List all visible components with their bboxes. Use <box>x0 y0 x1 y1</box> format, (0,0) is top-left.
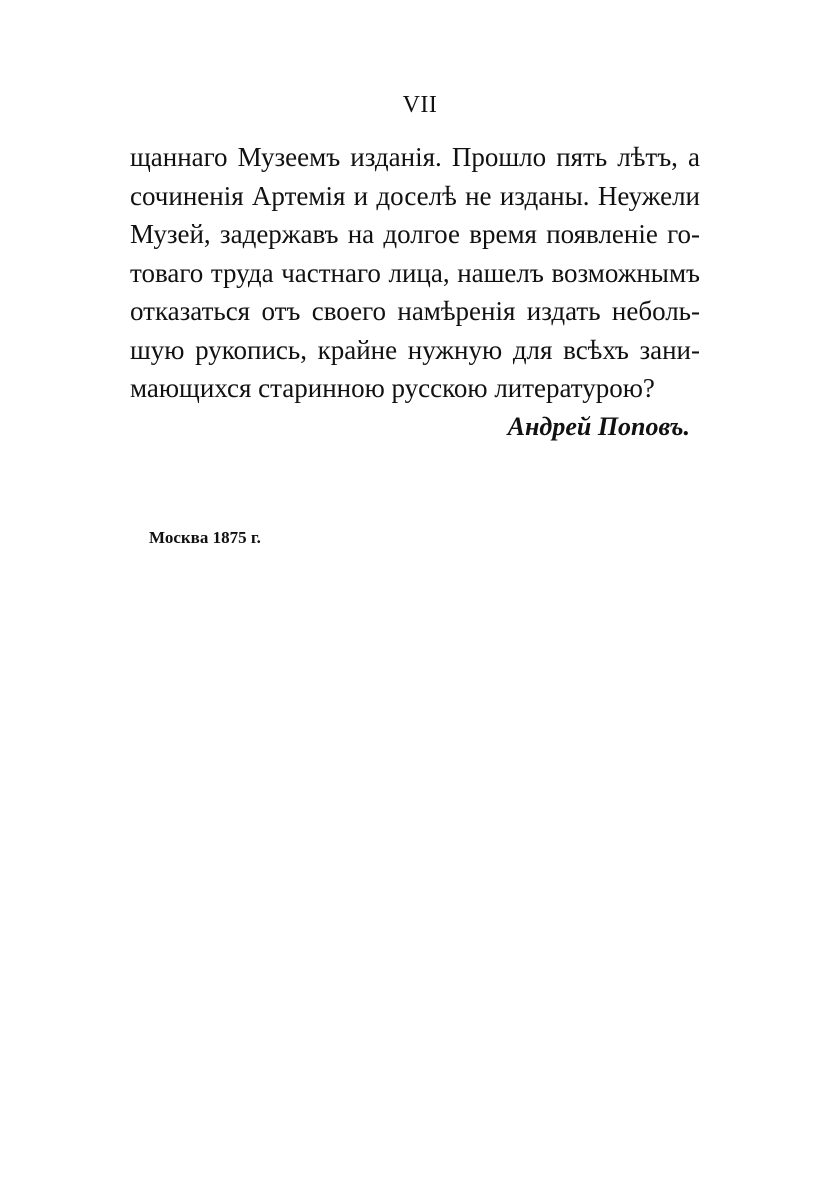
text-line: щаннаго Музеемъ изданія. Прошло пять лѣтъ, а <box>130 142 700 172</box>
text-line: сочиненія Артемія и доселѣ не изданы. Неужели <box>130 180 700 211</box>
text-line: шую рукопись, крайне нужную для всѣхъ зани- <box>130 334 700 365</box>
body-paragraph <box>130 138 700 408</box>
text-line: отказаться отъ своего намѣренія издать неболь- <box>130 296 700 326</box>
text-line: мающихся старинною русскою литературою? <box>130 373 655 403</box>
place-date: Москва 1875 г. <box>149 528 261 547</box>
text-line: Музей, задержавъ на долгое время появленіе го- <box>130 219 700 249</box>
text-line: товаго труда частнаго лица, нашелъ возможнымъ <box>130 257 700 288</box>
page-number: VII <box>402 92 438 118</box>
author-signature: Андрей Поповъ. <box>507 412 690 441</box>
